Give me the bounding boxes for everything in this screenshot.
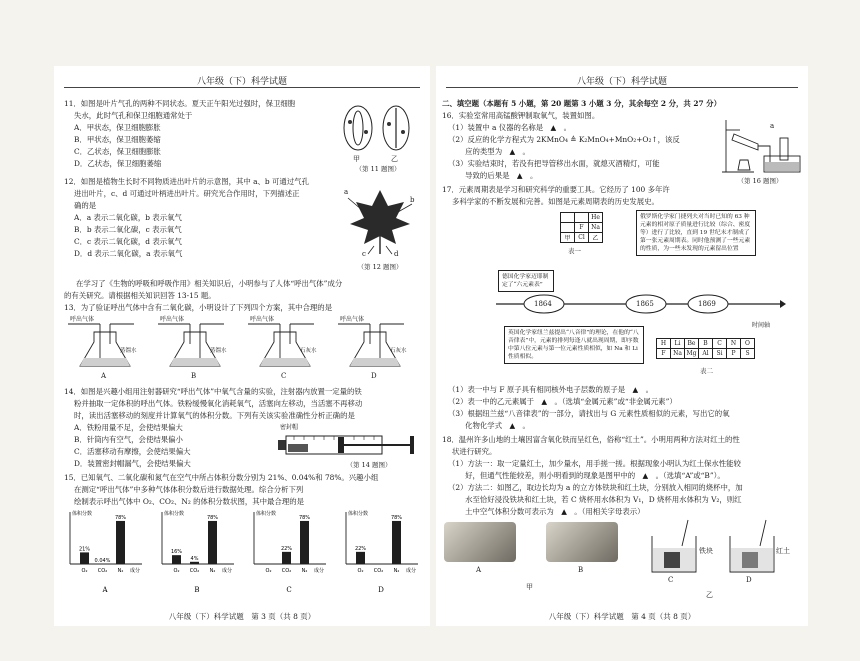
flask-diagrams [64,314,420,370]
year-1865: 1865 [636,300,654,308]
t2-cell: O [741,339,755,349]
flask-c-inlet-label: 呼出气体 [250,316,275,323]
t2-cell: C [713,339,727,349]
tick-label: O₂ [265,568,272,574]
data-label: 78% [206,514,219,521]
tick-label: O₂ [173,568,180,574]
y-axis-label: 体积分数 [256,511,277,517]
bar-chart-a [62,508,148,596]
q18-part1: （1）方法一：取一定量红土，加少量水，用手搓一搓。根据现象小明认为红土保水性能较 [448,459,741,468]
t1-cell: 甲 [561,233,575,243]
tick-label: O₂ [81,568,88,574]
q16-part3: （3）实验结束时，若没有把导管移出水面，就熄灭酒精灯，可能 [448,159,660,168]
q14-option-b: B．针筒内有空气，会使结果偏小 [74,435,183,444]
data-label: 22% [280,545,293,552]
q13-stem: 13．为了验证呼出气体中含有二氧化碳，小明设计了下列四个方案，其中合理的是 [64,303,333,312]
tick-label: CO₂ [281,568,292,574]
group-label-yi: 乙 [706,591,713,599]
left-page [54,66,430,626]
tick-label: O₂ [357,568,364,574]
flask-label-d: D [371,372,377,380]
page-footer: 八年级（下）科学试题 第 4 页（共 8 页） [548,612,696,621]
tick-label: CO₂ [97,568,108,574]
flask-label-c: C [281,372,287,380]
data-label: 22% [354,545,367,552]
flask-d-inlet-label: 呼出气体 [340,316,365,323]
bar-N₂ [208,521,217,564]
q16-part3-cont: 导致的后果是 ▲ 。 [448,171,538,180]
red-soil-label: 红土 [776,547,790,555]
leaf-diagram [344,184,416,256]
bar-N₂ [116,521,125,564]
flask-label-b: B [191,372,197,380]
data-label: 78% [114,514,127,521]
tick-label: N₂ [393,568,400,574]
flask-b-liquid: 蒸馏水 [210,348,227,354]
tick-label: N₂ [301,568,308,574]
flask-b-inlet-label: 呼出气体 [160,316,185,323]
table1-caption: 表一 [568,247,581,255]
t2-cell: F [657,349,671,359]
q11-option-a: A．甲状态，保卫细胞膨胀 [74,123,161,132]
chart-option-label: B [194,586,200,594]
t1-cell [561,213,575,223]
tick-label: N₂ [209,568,216,574]
q15-stem-3: 绘制表示呼出气体中 O₂、CO₂、N₂ 的体积分数状图，其中最合理的是 [74,497,304,506]
q17-part3-cont: 化物化学式 ▲ 。 [448,421,530,430]
t2-cell: Be [685,339,699,349]
group-label-jia: 甲 [526,583,533,591]
q14-option-c: C．活塞移动有摩擦，会使结果偏大 [74,447,191,456]
right-page [436,66,808,626]
q14-caption: （第 14 题图） [346,461,392,469]
t2-cell: Si [713,349,727,359]
x-axis-label: 成分 [406,568,417,574]
q18-stem-1: 18．温州许多山地的土壤因富含氧化铁而呈红色，俗称“红土”。小明用两种方法对红土的性 [442,435,740,444]
t2-cell: S [741,349,755,359]
q12-stem-1: 12．如图是植物生长时不同物质进出叶片的示意图，其中 a、b 可通过气孔 [64,177,309,186]
flask-d-liquid: 石灰水 [390,348,407,354]
bar-N₂ [300,521,309,564]
data-label: 78% [390,514,403,521]
q11-option-d: D．乙状态，保卫细胞萎缩 [74,159,162,168]
q15-bar-charts [62,508,424,598]
q11-caption: （第 11 题图） [355,165,401,173]
x-axis-label: 成分 [130,568,141,574]
periodic-table-2 [656,338,755,359]
q12-stem-3: 确的是 [74,201,97,210]
intro-line-2: 的有关研究。请根据相关知识回答 13-15 题。 [64,291,216,300]
box-germany: 德国化学家迈耶制定了“六元素表” [498,270,554,292]
q12-option-c: C．c 表示二氧化碳，d 表示氧气 [74,237,182,246]
data-label: 0.04% [94,557,111,564]
flask-label-a: A [101,372,107,380]
bar-chart-d [338,508,424,596]
q15-stem-2: 在测定“呼出气体”中多种气体体积分数后进行数据处理。综合分析下列 [74,485,304,494]
data-label: 78% [298,514,311,521]
t2-cell: Al [699,349,713,359]
tick-label: CO₂ [373,568,384,574]
q12-stem-2: 进出叶片，c、d 可通过叶柄进出叶片。研究光合作用时，下列描述正 [74,189,300,198]
q11-option-c: C．乙状态，保卫细胞膨胀 [74,147,161,156]
leaf-label-a: a [344,188,349,196]
q12-caption: （第 12 题图） [357,263,403,271]
data-label: 16% [170,549,183,556]
q16-caption: （第 16 题图） [737,177,783,185]
q18-stem-2: 状进行研究。 [452,447,497,456]
q17-part3: （3）根据纽兰兹“八音律表”的一部分，请找出与 G 元素性质相似的元素，写出它的氧 [448,409,730,418]
t1-cell: F [575,223,589,233]
bar-chart-c [246,508,332,596]
beaker-label-d: D [746,576,752,584]
page-header: 八年级（下）科学试题 [446,66,798,88]
t1-cell: Cl [575,233,589,243]
t2-cell: B [699,339,713,349]
flask-a-liquid: 蒸馏水 [120,348,137,354]
t2-cell: Li [671,339,685,349]
q17-part2: （2）表一中的乙元素属于 ▲ 。（选填“金属元素”或“非金属元素”） [448,397,677,406]
q12-option-a: A．a 表示二氧化碳，b 表示氧气 [74,213,182,222]
section-title: 二、填空题（本题有 5 小题，第 20 题第 3 小题 3 分，其余每空 2 分，共 27 分） [442,99,721,108]
q18-part2-cont: 水至恰好浸没铁块和红土块，若 C 烧杯用水体积为 V₁，D 烧杯用水体积为 V₂，则红 [448,495,742,504]
apparatus-label-a: a [770,122,775,130]
hands-photo-b [546,522,618,562]
oxygen-apparatus-figure [718,116,802,186]
tick-label: CO₂ [189,568,200,574]
chart-option-label: D [378,586,384,594]
t2-cell: P [727,349,741,359]
q16-part2: （2）反应的化学方程式为 2KMnO₄ ≜ K₂MnO₄+MnO₂+O₂↑，该反 [448,135,680,144]
photo-label-b: B [578,566,584,574]
photo-label-a: A [476,566,482,574]
tick-label: N₂ [117,568,124,574]
q14-stem-3: 时，读出活塞移动的刻度并计算氧气的体积分数。下列有关该实验准确性分析正确的是 [74,411,355,420]
q12-option-d: D．d 表示二氧化碳，a 表示氧气 [74,249,183,258]
y-axis-label: 体积分数 [348,511,369,517]
y-axis-label: 体积分数 [72,511,93,517]
q11-option-b: B．甲状态，保卫细胞萎缩 [74,135,161,144]
chart-option-label: A [102,586,108,594]
q18-part1-cont: 好，但通气性能较差，则小明看到的现象是图甲中的 ▲ 。（选填“A”或“B”）。 [448,471,725,480]
year-1864: 1864 [534,300,552,308]
bar-O₂ [80,552,89,564]
x-axis-label: 成分 [314,568,325,574]
beaker-label-c: C [668,576,674,584]
q17-part1: （1）表一中与 F 原子具有相同核外电子层数的原子是 ▲ 。 [448,385,653,394]
page-footer: 八年级（下）科学试题 第 3 页（共 8 页） [168,612,316,621]
t1-cell [561,223,575,233]
q17-stem-2: 多科学家的不断发展和完善。如图是元素周期表的历史发展史。 [452,197,659,206]
chart-option-label: C [286,586,292,594]
q16-part1: （1）装置中 a 仪器的名称是 ▲ 。 [448,123,571,132]
t2-cell: N [727,339,741,349]
leaf-figure [344,184,416,272]
t2-cell: Na [671,349,685,359]
t1-cell: 乙 [589,233,603,243]
flask-c-liquid: 石灰水 [300,348,317,354]
periodic-table-1 [560,212,603,243]
year-1869: 1869 [698,300,716,308]
fig-label-yi: 乙 [391,155,398,163]
q16-stem: 16．实验室常用高锰酸钾制取氧气，装置如图。 [442,111,600,120]
q14-option-a: A．铁粉用量不足，会使结果偏大 [74,423,183,432]
table2-caption: 表二 [700,367,713,375]
bar-CO₂ [282,552,291,564]
q18-part2-cont2: 土中空气体积分数可表示为 ▲ 。（用相关字母表示） [448,507,645,516]
data-label: 4% [190,555,199,562]
data-label: 21% [78,546,91,553]
y-axis-label: 体积分数 [164,511,185,517]
stomata-figure [340,102,416,174]
q15-stem-1: 15．已知氧气、二氧化碳和氮气在空气中所占体积分数分别为 21%、0.04%和 78%。兴趣小组 [64,473,379,482]
iron-block-label: 铁块 [699,547,713,555]
q12-option-b: B．b 表示二氧化碳，c 表示氧气 [74,225,182,234]
leaf-label-b: b [410,196,415,204]
q18-part2: （2）方法二：如图乙，取边长均为 a 的立方体铁块和红土块，分别放入相同的烧杯中，加 [448,483,743,492]
timeline-axis-label: 时间轴 [752,322,771,329]
syringe-figure [274,422,420,470]
flask-a-inlet-label: 呼出气体 [70,316,95,323]
t1-cell: He [589,213,603,223]
q17-stem-1: 17．元素周期表是学习和研究科学的重要工具。它经历了 100 多年许 [442,185,670,194]
intro-line-1: 在学习了《生物的呼吸和呼吸作用》相关知识后，小明参与了人体“呼出气体”成分 [76,279,343,288]
beaker-diagrams [642,518,792,576]
box-england: 英国化学家纽兰兹提出“八音律”的理论，在他的“八音律表”中，元素的排列每逢八就出现周期，即序数中第八位元素与第一位元素性质相似，如 Na 和 Li 性质相似。 [504,326,644,364]
q11-stem-2: 失水，此时气孔和保卫细胞通常处于 [74,111,193,120]
t2-cell: H [657,339,671,349]
bar-chart-b [154,508,240,596]
q13-apparatus-row [64,314,420,382]
stomata-diagram [340,102,416,158]
t1-cell: Na [589,223,603,233]
q14-stem-1: 14．如图是兴趣小组用注射器研究“呼出气体”中氧气含量的实验，注射器内放置一定量的铁 [64,387,362,396]
oxygen-apparatus-diagram [718,116,802,174]
leaf-label-d: d [394,250,399,258]
hands-photo-a [444,522,516,562]
fig-label-jia: 甲 [353,155,360,163]
t1-cell [575,213,589,223]
q11-stem-1: 11．如图是叶片气孔的两种不同状态。夏天正午阳光过强时，保卫细胞 [64,99,296,108]
syringe-diagram [274,432,420,458]
leaf-label-c: c [362,250,366,258]
t2-cell: Mg [685,349,699,359]
bar-N₂ [392,521,401,564]
bar-CO₂ [190,562,199,564]
box-russia: 俄罗斯化学家门捷列夫对当时已知的 63 种元素的相对原子质量进行比较（综合、密度等）进行了比较，直到 19 世纪末才制成了第一张元素周期表。同时他预测了一些元素的性质，为一些未发现的元素留出位置 [636,210,756,256]
q14-stem-2: 粉并抽取一定体积的呼出气体。铁粉缓慢氧化消耗氧气，活塞向左移动，当活塞不再移动 [74,399,363,408]
bar-O₂ [356,552,365,564]
page-header: 八年级（下）科学试题 [64,66,420,88]
bar-O₂ [172,555,181,564]
syringe-cap-label: 密封帽 [280,424,299,431]
q14-option-d: D．装置密封帽漏气，会使结果偏大 [74,459,191,468]
q16-part2-cont: 应的类型为 ▲ 。 [448,147,530,156]
x-axis-label: 成分 [222,568,233,574]
